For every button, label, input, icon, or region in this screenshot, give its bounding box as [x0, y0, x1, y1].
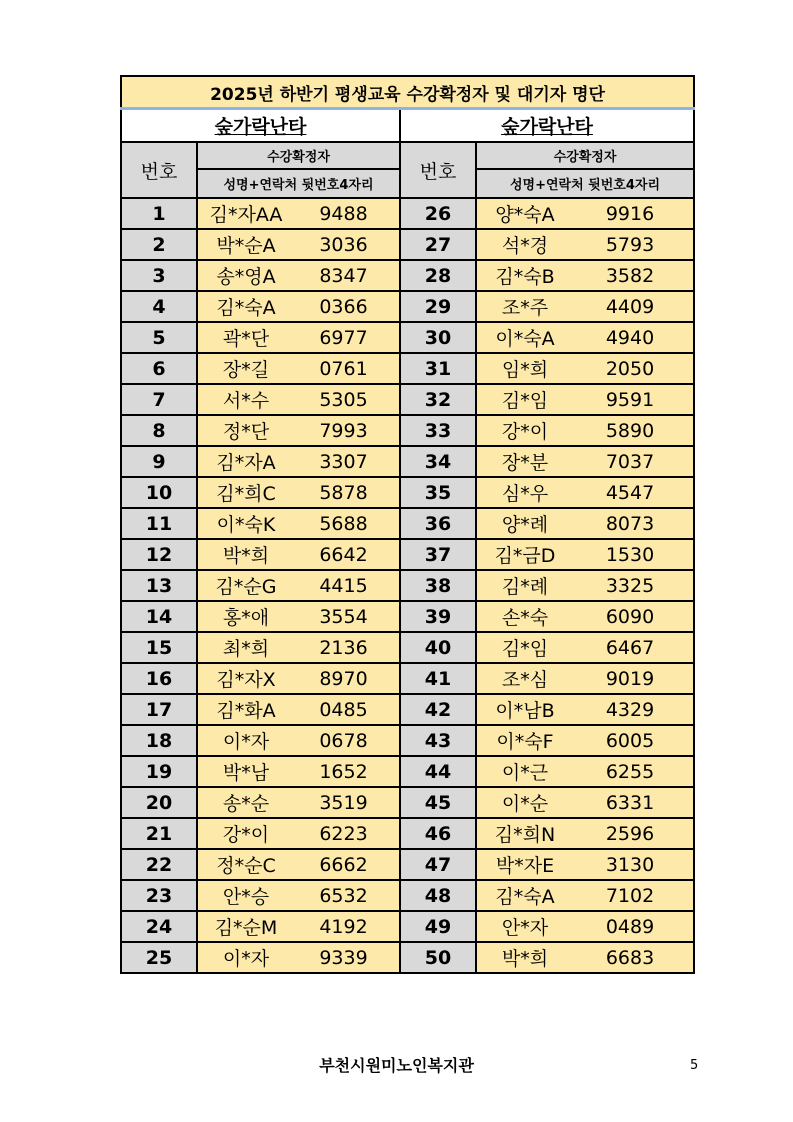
phone-last-four: 6662 [319, 853, 368, 876]
left-row-number: 5 [121, 322, 197, 353]
participant-name: 안*자 [501, 917, 549, 939]
participant-name: 김*임 [501, 638, 549, 660]
phone-last-four: 1530 [605, 543, 655, 566]
left-row-number: 23 [121, 880, 197, 911]
participant-name: 심*우 [501, 483, 549, 505]
phone-last-four: 3130 [605, 853, 655, 876]
phone-last-four: 6255 [605, 760, 655, 783]
participant-name: 송*순 [222, 793, 270, 815]
table-row [121, 322, 694, 353]
phone-last-four: 9019 [605, 667, 655, 690]
right-row-number: 40 [400, 632, 476, 663]
right-row-number: 27 [400, 229, 476, 260]
left-row-entry [197, 570, 400, 601]
right-row-number: 32 [400, 384, 476, 415]
right-row-entry [476, 477, 694, 508]
right-row-number: 39 [400, 601, 476, 632]
table-row [121, 849, 694, 880]
right-row-entry [476, 415, 694, 446]
left-row-entry [197, 663, 400, 694]
phone-last-four: 9488 [319, 202, 368, 225]
phone-last-four: 4547 [605, 481, 655, 504]
phone-last-four: 1652 [319, 760, 368, 783]
table-row [121, 291, 694, 322]
left-row-entry [197, 787, 400, 818]
left-row-number: 9 [121, 446, 197, 477]
right-row-number: 49 [400, 911, 476, 942]
right-row-entry [476, 632, 694, 663]
right-row-entry [476, 291, 694, 322]
left-row-number: 3 [121, 260, 197, 291]
participant-name: 김*화A [216, 700, 276, 722]
participant-name: 이*숙A [495, 328, 555, 350]
left-row-entry [197, 353, 400, 384]
participant-name: 장*분 [501, 452, 549, 474]
right-row-number: 43 [400, 725, 476, 756]
right-row-entry [476, 694, 694, 725]
left-row-number: 10 [121, 477, 197, 508]
right-row-entry [476, 818, 694, 849]
right-row-entry [476, 570, 694, 601]
table-row [121, 601, 694, 632]
participant-name: 이*근 [501, 762, 549, 784]
left-row-number: 15 [121, 632, 197, 663]
right-row-number: 41 [400, 663, 476, 694]
phone-last-four: 6005 [605, 729, 655, 752]
left-row-number: 17 [121, 694, 197, 725]
right-row-entry [476, 353, 694, 384]
participant-name: 김*자X [216, 669, 276, 691]
right-row-entry [476, 756, 694, 787]
participant-name: 조*주 [501, 297, 549, 319]
right-row-entry [476, 446, 694, 477]
right-row-number: 26 [400, 198, 476, 229]
table-row [121, 942, 694, 973]
participant-name: 안*승 [222, 886, 270, 908]
phone-last-four: 4192 [319, 915, 368, 938]
left-row-number: 25 [121, 942, 197, 973]
phone-last-four: 8073 [605, 512, 655, 535]
participant-name: 박*희 [501, 948, 549, 970]
participant-name: 곽*단 [222, 328, 270, 350]
participant-name: 김*희C [216, 483, 276, 505]
participant-name: 김*희N [494, 824, 556, 846]
left-row-entry [197, 880, 400, 911]
table-row [121, 446, 694, 477]
left-row-entry [197, 911, 400, 942]
right-row-number: 33 [400, 415, 476, 446]
left-row-number: 11 [121, 508, 197, 539]
phone-last-four: 9339 [319, 946, 368, 969]
left-row-number: 19 [121, 756, 197, 787]
participant-name: 손*숙 [501, 607, 549, 629]
right-row-number: 44 [400, 756, 476, 787]
phone-last-four: 9591 [605, 388, 655, 411]
participant-name: 김*순M [214, 917, 278, 939]
table-row [121, 818, 694, 849]
table-row [121, 415, 694, 446]
table-row [121, 353, 694, 384]
participant-name: 서*수 [222, 390, 270, 412]
phone-last-four: 4329 [605, 698, 655, 721]
phone-last-four: 8347 [319, 264, 368, 287]
right-number-header: 번호 [400, 142, 476, 198]
participant-name: 김*례 [501, 576, 549, 598]
table-row [121, 787, 694, 818]
right-row-number: 46 [400, 818, 476, 849]
right-row-entry [476, 260, 694, 291]
group-row [121, 109, 694, 143]
right-row-number: 50 [400, 942, 476, 973]
phone-last-four: 0485 [319, 698, 368, 721]
left-row-entry [197, 539, 400, 570]
phone-last-four: 5793 [605, 233, 655, 256]
participant-name: 김*숙A [495, 886, 555, 908]
phone-last-four: 0761 [319, 357, 368, 380]
participant-name: 김*숙B [495, 266, 555, 288]
table-row [121, 632, 694, 663]
left-row-entry [197, 384, 400, 415]
left-row-number: 16 [121, 663, 197, 694]
left-row-number: 13 [121, 570, 197, 601]
right-row-number: 42 [400, 694, 476, 725]
phone-last-four: 6331 [605, 791, 655, 814]
right-row-entry [476, 942, 694, 973]
participant-name: 양*숙A [495, 204, 555, 226]
phone-last-four: 6977 [319, 326, 368, 349]
participant-name: 김*자A [216, 452, 276, 474]
right-confirmed-header: 수강확정자 [476, 142, 694, 169]
left-row-entry [197, 229, 400, 260]
right-row-number: 47 [400, 849, 476, 880]
right-row-entry [476, 198, 694, 229]
phone-last-four: 3519 [319, 791, 368, 814]
right-row-entry [476, 601, 694, 632]
right-group-title: 숲가락난타 [400, 109, 694, 143]
left-row-entry [197, 942, 400, 973]
left-row-entry [197, 446, 400, 477]
roster-table [120, 75, 695, 974]
phone-last-four: 8970 [319, 667, 368, 690]
phone-last-four: 3554 [319, 605, 368, 628]
right-row-entry [476, 849, 694, 880]
left-row-entry [197, 632, 400, 663]
left-group-title: 숲가락난타 [121, 109, 400, 143]
left-row-number: 1 [121, 198, 197, 229]
right-row-entry [476, 322, 694, 353]
right-row-number: 34 [400, 446, 476, 477]
left-row-number: 8 [121, 415, 197, 446]
phone-last-four: 6683 [605, 946, 655, 969]
table-row [121, 384, 694, 415]
participant-name: 김*자AA [209, 204, 283, 226]
participant-name: 박*자E [495, 855, 555, 877]
table-row [121, 570, 694, 601]
participant-name: 이*순 [501, 793, 549, 815]
right-row-entry [476, 911, 694, 942]
left-row-number: 4 [121, 291, 197, 322]
phone-last-four: 4415 [319, 574, 368, 597]
table-row [121, 539, 694, 570]
right-row-number: 45 [400, 787, 476, 818]
participant-name: 최*희 [222, 638, 270, 660]
phone-last-four: 9916 [605, 202, 655, 225]
left-row-number: 7 [121, 384, 197, 415]
right-row-entry [476, 725, 694, 756]
left-number-header: 번호 [121, 142, 197, 198]
phone-last-four: 4940 [605, 326, 655, 349]
participant-name: 정*단 [222, 421, 270, 443]
right-row-entry [476, 663, 694, 694]
participant-name: 양*례 [501, 514, 549, 536]
participant-name: 박*순A [216, 235, 276, 257]
left-row-entry [197, 818, 400, 849]
phone-last-four: 6532 [319, 884, 368, 907]
right-detail-header: 성명+연락처 뒷번호4자리 [476, 169, 694, 198]
phone-last-four: 5305 [319, 388, 368, 411]
participant-name: 정*순C [216, 855, 276, 877]
participant-name: 김*순G [215, 576, 277, 598]
table-row [121, 663, 694, 694]
participant-name: 이*남B [495, 700, 555, 722]
left-row-number: 20 [121, 787, 197, 818]
table-row [121, 508, 694, 539]
phone-last-four: 2596 [605, 822, 655, 845]
left-row-number: 2 [121, 229, 197, 260]
participant-name: 박*희 [222, 545, 270, 567]
right-row-number: 36 [400, 508, 476, 539]
right-row-entry [476, 787, 694, 818]
table-row [121, 229, 694, 260]
left-row-number: 24 [121, 911, 197, 942]
right-row-entry [476, 880, 694, 911]
phone-last-four: 2050 [605, 357, 655, 380]
phone-last-four: 3325 [605, 574, 655, 597]
phone-last-four: 6090 [605, 605, 655, 628]
left-row-entry [197, 291, 400, 322]
left-row-entry [197, 601, 400, 632]
left-row-number: 22 [121, 849, 197, 880]
table-row [121, 198, 694, 229]
left-row-entry [197, 694, 400, 725]
left-row-entry [197, 198, 400, 229]
right-row-entry [476, 539, 694, 570]
table-row [121, 260, 694, 291]
participant-name: 이*숙F [496, 731, 554, 753]
right-row-number: 37 [400, 539, 476, 570]
left-row-number: 12 [121, 539, 197, 570]
phone-last-four: 7102 [605, 884, 655, 907]
participant-name: 강*이 [501, 421, 549, 443]
left-row-number: 14 [121, 601, 197, 632]
phone-last-four: 0489 [605, 915, 655, 938]
phone-last-four: 6223 [319, 822, 368, 845]
participant-name: 석*경 [501, 235, 549, 257]
page-number: 5 [690, 1058, 699, 1073]
left-row-number: 21 [121, 818, 197, 849]
left-row-entry [197, 849, 400, 880]
phone-last-four: 5890 [605, 419, 655, 442]
right-row-number: 28 [400, 260, 476, 291]
phone-last-four: 0366 [319, 295, 368, 318]
phone-last-four: 3036 [319, 233, 368, 256]
right-row-number: 31 [400, 353, 476, 384]
footer-organization: 부천시원미노인복지관 [319, 1056, 474, 1075]
right-row-number: 29 [400, 291, 476, 322]
participant-name: 이*자 [222, 731, 270, 753]
left-row-entry [197, 725, 400, 756]
participant-name: 이*자 [222, 948, 270, 970]
right-row-entry [476, 384, 694, 415]
participant-name: 김*숙A [216, 297, 276, 319]
phone-last-four: 5688 [319, 512, 368, 535]
right-row-number: 35 [400, 477, 476, 508]
left-row-entry [197, 260, 400, 291]
phone-last-four: 5878 [319, 481, 368, 504]
phone-last-four: 3307 [319, 450, 368, 473]
table-row [121, 725, 694, 756]
phone-last-four: 6467 [605, 636, 655, 659]
table-row [121, 477, 694, 508]
left-row-entry [197, 322, 400, 353]
phone-last-four: 6642 [319, 543, 368, 566]
right-row-number: 38 [400, 570, 476, 601]
phone-last-four: 4409 [605, 295, 655, 318]
participant-name: 김*금D [494, 545, 556, 567]
left-row-entry [197, 477, 400, 508]
right-row-number: 30 [400, 322, 476, 353]
left-row-entry [197, 415, 400, 446]
table-row [121, 756, 694, 787]
document-title: 2025년 하반기 평생교육 수강확정자 및 대기자 명단 [121, 76, 694, 109]
right-row-number: 48 [400, 880, 476, 911]
title-row [121, 76, 694, 109]
participant-name: 김*임 [501, 390, 549, 412]
participant-name: 송*영A [216, 266, 276, 288]
participant-name: 조*심 [501, 669, 549, 691]
phone-last-four: 2136 [319, 636, 368, 659]
left-row-entry [197, 508, 400, 539]
left-row-number: 18 [121, 725, 197, 756]
phone-last-four: 3582 [605, 264, 655, 287]
participant-name: 홍*애 [222, 607, 270, 629]
left-row-entry [197, 756, 400, 787]
left-detail-header: 성명+연락처 뒷번호4자리 [197, 169, 400, 198]
right-row-entry [476, 229, 694, 260]
header-row-1 [121, 142, 694, 169]
table-row [121, 880, 694, 911]
table-row [121, 911, 694, 942]
left-row-number: 6 [121, 353, 197, 384]
participant-name: 이*숙K [216, 514, 276, 536]
phone-last-four: 7993 [319, 419, 368, 442]
participant-name: 장*길 [222, 359, 270, 381]
participant-name: 강*이 [222, 824, 270, 846]
participant-name: 박*남 [222, 762, 270, 784]
table-row [121, 694, 694, 725]
phone-last-four: 7037 [605, 450, 655, 473]
phone-last-four: 0678 [319, 729, 368, 752]
right-row-entry [476, 508, 694, 539]
left-confirmed-header: 수강확정자 [197, 142, 400, 169]
participant-name: 임*희 [501, 359, 549, 381]
